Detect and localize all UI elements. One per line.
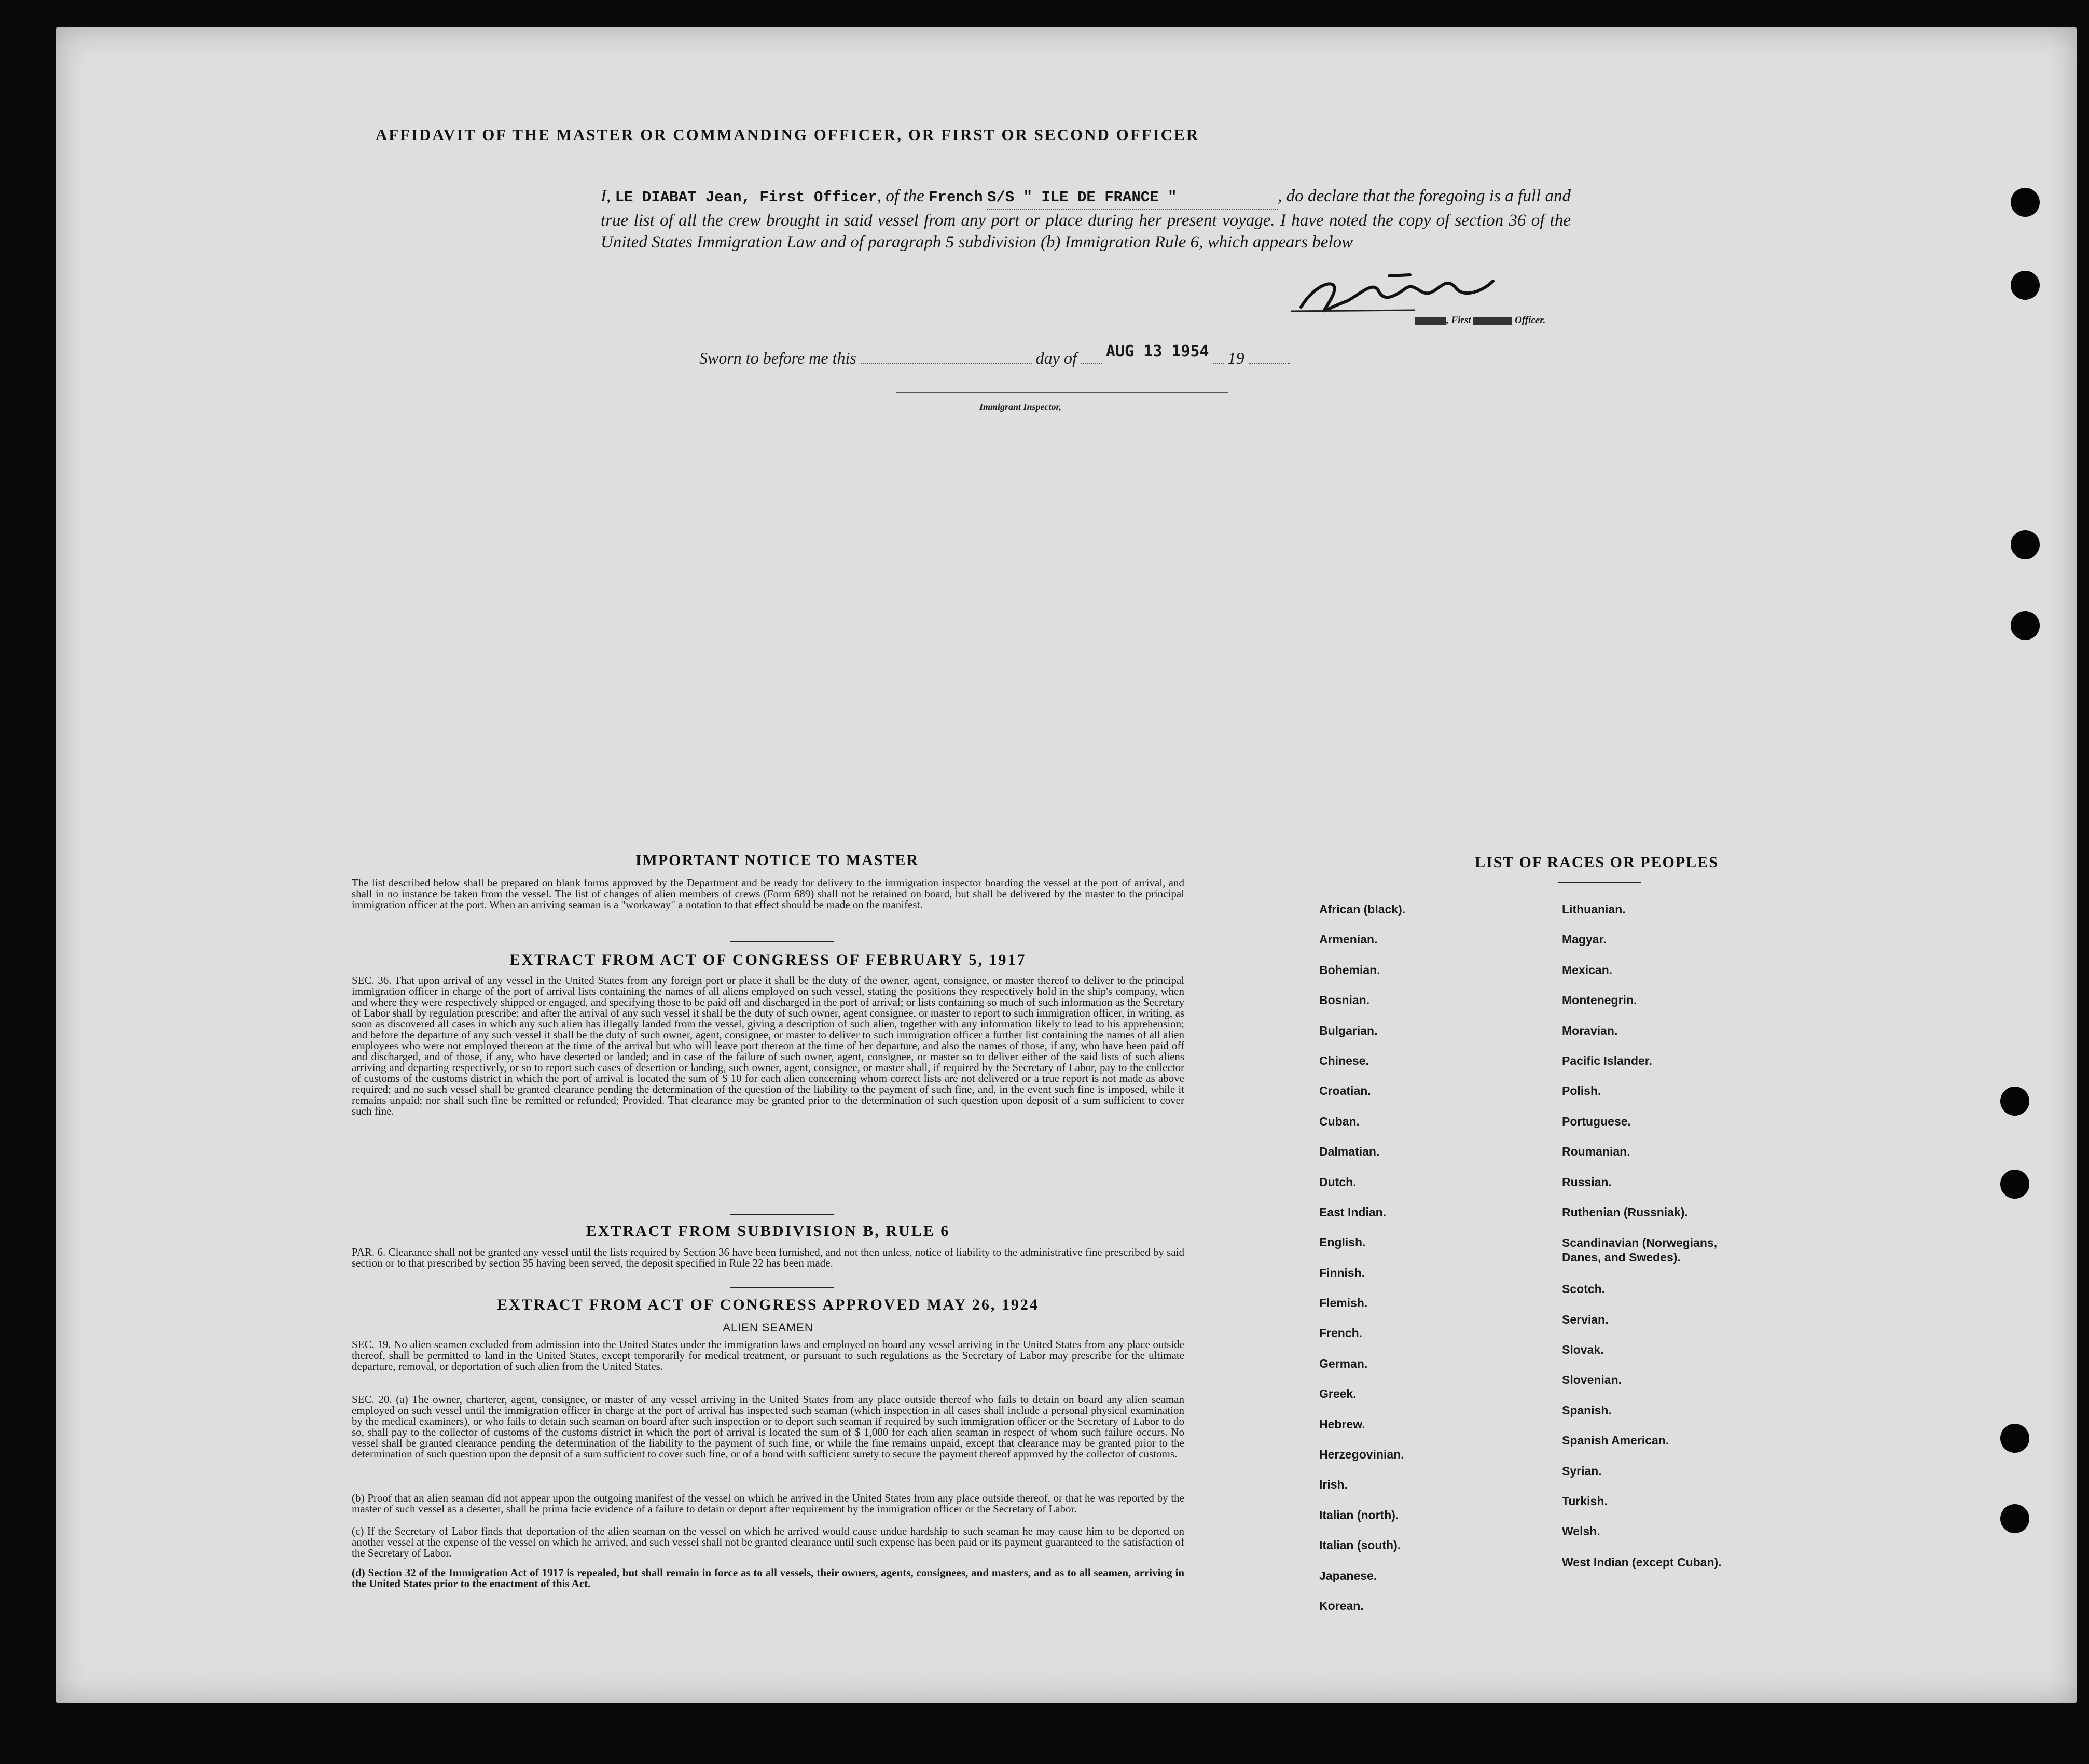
races-right-column <box>1562 902 1738 1585</box>
races-left-column <box>1319 902 1405 1629</box>
race-item: Bulgarian. <box>1319 1023 1378 1037</box>
punch-hole <box>2000 1504 2029 1533</box>
signature-first: , First <box>1446 315 1471 326</box>
race-item: Moravian. <box>1562 1023 1618 1037</box>
race-item: Dalmatian. <box>1319 1145 1380 1159</box>
race-item: Dutch. <box>1319 1175 1357 1189</box>
punch-hole <box>2000 1170 2029 1199</box>
officer-signature <box>1285 260 1534 317</box>
race-item: Slovenian. <box>1562 1373 1622 1387</box>
date-stamp: AUG 13 1954 <box>1105 342 1209 360</box>
race-item: African (black). <box>1319 902 1406 916</box>
race-item: Irish. <box>1319 1478 1348 1492</box>
race-item: East Indian. <box>1319 1205 1387 1219</box>
races-divider <box>1558 882 1641 883</box>
extract-1917-title: EXTRACT FROM ACT OF CONGRESS OF FEBRUARY 5, 1917 <box>509 951 1027 968</box>
race-item: Ruthenian (Russniak). <box>1562 1205 1688 1219</box>
sworn-line <box>699 342 1290 368</box>
race-item: Roumanian. <box>1562 1145 1630 1159</box>
race-item: Syrian. <box>1562 1464 1602 1478</box>
year-prefix: 19 <box>1227 349 1244 367</box>
race-item: Polish. <box>1562 1084 1601 1098</box>
signature-caption <box>1415 315 1545 326</box>
race-item: Mexican. <box>1562 963 1613 977</box>
vessel-name: S/S " ILE DE FRANCE " <box>987 187 1278 210</box>
race-item: German. <box>1319 1356 1368 1370</box>
affidavit-title: AFFIDAVIT OF THE MASTER OR COMMANDING OFFICER, OR FIRST OR SECOND OFFICER <box>375 126 1200 144</box>
race-item: Welsh. <box>1562 1524 1600 1538</box>
decl-of-the: , of the <box>877 187 924 205</box>
extract-1917-text: SEC. 36. That upon arrival of any vessel in the United States from any foreign port or place it shall be the duty of the owner, agent, consignee, or master thereof to deliver to the principal immigration officer in charge of the port of arrival lists containing the names of all aliens employed on such vessel, stating the positions they respectively hold in the ship's company, when and where they were respectively shipped or engaged, and specifying those to be paid off and discharged in the port of arrival; or lists containing so much of such information as the Secretary of Labor shall by regulation prescribe; and after the arrival of any such vessel it shall be the duty of such owner, agent consignee, or master to report to such immigration officer, in writing, as soon as discovered all cases in which any such alien has illegally landed from the vessel, giving a description of such alien, together with any information likely to lead to his apprehension; and before the departure of any such vessel it shall be the duty of such owner, agent, consignee, or master to deliver to such immigration officer a further list containing the names of all alien employees who were not employed thereon at the time of the arrival but who will leave port thereon at the time of her departure, and also the names of those, if any, who have been paid off and discharged, and of those, if any, who have deserted or landed; and in case of the failure of such owner, agent, consignee, or master so to deliver either of the said lists of such aliens arriving and departing respectively, or so to report such cases of desertion or landing, such owner, agent, consignee, or master shall, if required by the Secretary of Labor, pay to the collector of customs of the customs district in which the port of arrival is located the sum of $ 10 for each alien concerning whom correct lists are not delivered or a true report is not made as above required; and no such vessel shall be granted clearance pending the determination of the question of the liability to the payment of such fine, and, in the event such fine is imposed, while it remains unpaid; nor shall such fine be remitted or refunded; Provided. That clearance may be granted prior to the determination of such question upon deposit of a sum sufficient to cover such fine. <box>352 974 1184 1117</box>
sworn-text: Sworn to before me this <box>699 349 856 367</box>
race-item: Greek. <box>1319 1387 1357 1401</box>
race-item: Italian (south). <box>1319 1538 1401 1552</box>
race-item: Bohemian. <box>1319 963 1380 977</box>
race-item: Finnish. <box>1319 1266 1365 1280</box>
punch-hole <box>2000 1424 2029 1453</box>
declaration-body: that the foregoing is a full and true list of all the crew brought in said vessel from any port or place during her present voyage. I have noted the copy of section 36 of the United States Immigration Law and of paragraph 5 subdivision (b) Immigration Rule 6, which appears below <box>601 187 1571 252</box>
vessel-nationality: French <box>929 189 983 206</box>
race-item: Scandinavian (Norwegians, Danes, and Swedes). <box>1562 1236 1718 1265</box>
race-item: Bosnian. <box>1319 993 1370 1007</box>
signature-officer: Officer. <box>1515 315 1546 326</box>
race-item: Servian. <box>1562 1312 1609 1326</box>
race-item: Italian (north). <box>1319 1508 1399 1522</box>
divider-3 <box>730 1287 834 1288</box>
race-item: Slovak. <box>1562 1343 1604 1357</box>
affidavit-declaration <box>601 185 1571 253</box>
sec20b-text: (b) Proof that an alien seaman did not appear upon the outgoing manifest of the vessel on which he arrived in the United States from any place outside thereof, or that he was reported by the master of such vessel as a deserter, shall be prima facie evidence of a failure to detain or deport after requirement by the immigration officer or the Secretary of Labor. <box>352 1492 1184 1515</box>
race-item: Lithuanian. <box>1562 902 1626 916</box>
race-item: Portuguese. <box>1562 1114 1631 1128</box>
race-item: Korean. <box>1319 1599 1364 1613</box>
rule6-title: EXTRACT FROM SUBDIVISION B, RULE 6 <box>586 1223 950 1240</box>
divider-2 <box>730 1214 834 1215</box>
officer-name: LE DIABAT Jean, First Officer <box>615 189 877 206</box>
race-item: Cuban. <box>1319 1114 1360 1128</box>
extract-1924-title: EXTRACT FROM ACT OF CONGRESS APPROVED MAY 26, 1924 <box>497 1296 1039 1313</box>
races-title: LIST OF RACES OR PEOPLES <box>1475 854 1719 871</box>
punch-hole <box>2011 611 2040 640</box>
race-item: Spanish. <box>1562 1403 1612 1417</box>
sec20c-text: (c) If the Secretary of Labor finds that deportation of the alien seaman on the vessel on which he arrived would cause undue hardship to such seaman he may cause him to be deported on another vessel at the expense of the vessel on which he arrived, and such vessel shall not be granted clearance until such expense has been paid or its payment guaranteed to the satisfaction of the Secretary of Labor. <box>352 1525 1184 1559</box>
race-item: Croatian. <box>1319 1084 1371 1098</box>
decl-prefix: I, <box>601 187 611 205</box>
race-item: Armenian. <box>1319 933 1378 947</box>
race-item: English. <box>1319 1235 1366 1249</box>
inspector-signature-line <box>896 392 1228 393</box>
race-item: Herzegovinian. <box>1319 1448 1404 1462</box>
decl-do-declare: , do declare <box>1277 187 1359 205</box>
race-item: Flemish. <box>1319 1296 1368 1310</box>
race-item: Chinese. <box>1319 1053 1369 1067</box>
race-item: Magyar. <box>1562 933 1607 947</box>
race-item: Scotch. <box>1562 1282 1606 1296</box>
extract-1924-subtitle: ALIEN SEAMEN <box>723 1321 813 1334</box>
notice-text: The list described below shall be prepared on blank forms approved by the Department and be ready for delivery to the immigration inspector boarding the vessel at the port of arrival, and shall in no instance be taken from the vessel. The list of changes of alien members of crews (Form 689) shall not be retained on board, but shall be delivered by the master to the principal immigration officer at the port. When an arriving seaman is a "workaway" a notation to that effect should be made on the manifest. <box>352 877 1184 911</box>
punch-hole <box>2011 271 2040 300</box>
inspector-label: Immigrant Inspector, <box>979 401 1062 412</box>
divider-1 <box>730 941 834 942</box>
race-item: Hebrew. <box>1319 1417 1365 1431</box>
race-item: Japanese. <box>1319 1568 1377 1582</box>
sec19-text: SEC. 19. No alien seamen excluded from admission into the United States under the immigration laws and employed on board any vessel arriving in the United States from any place outside thereof, shall be permitted to land in the United States, except temporarily for medical treatment, or pursuant to such regulations as the Secretary of Labor may prescribe for the ultimate departure, removal, or deportation of such alien from the United States. <box>352 1338 1184 1372</box>
race-item: Montenegrin. <box>1562 993 1637 1007</box>
notice-title: IMPORTANT NOTICE TO MASTER <box>635 852 919 869</box>
punch-hole <box>2000 1087 2029 1116</box>
sec20a-text: SEC. 20. (a) The owner, charterer, agent, consignee, or master of any vessel arriving in the United States from any place outside thereof who fails to detain on board any alien seaman employed on such vessel until the immigration officer in charge at the port of arrival has inspected such seaman (which inspection in all cases shall include a personal physical examination by the medical examiners), or who fails to detain such seaman on board after such inspection or to deport such seaman if required by such immigration officer or the Secretary of Labor to do so, shall pay to the collector of customs of the customs district in which the port of arrival is located the sum of $ 1,000 for each alien seaman in respect of whom such failure occurs. No vessel shall be granted clearance pending the determination of the liability to the payment of such fine, or while the fine remains unpaid, except that clearance may be granted prior to the determination of such question upon the deposit of a sum sufficient to cover such fine, or of a bond with sufficient surety to secure the payment thereof approved by the collector of customs. <box>352 1393 1184 1460</box>
race-item: Pacific Islander. <box>1562 1053 1652 1067</box>
race-item: Turkish. <box>1562 1494 1608 1508</box>
race-item: Russian. <box>1562 1175 1612 1189</box>
day-of-text: day of <box>1035 349 1077 367</box>
race-item: French. <box>1319 1326 1363 1340</box>
punch-hole <box>2011 530 2040 559</box>
sec20d-text: (d) Section 32 of the Immigration Act of 1917 is repealed, but shall remain in force as to all vessels, their owners, agents, consignees, and masters, and as to all seamen, arriving in the United States prior to the enactment of this Act. <box>352 1566 1184 1590</box>
race-item: Spanish American. <box>1562 1434 1669 1448</box>
document-page <box>56 27 2077 1703</box>
rule6-text: PAR. 6. Clearance shall not be granted any vessel until the lists required by Section 36 have been furnished, and not then unless, notice of liability to the administrative fine prescribed by said section or to that prescribed by section 35 having been served, the deposit specified in Rule 22 has been made. <box>352 1246 1184 1269</box>
race-item: West Indian (except Cuban). <box>1562 1555 1722 1569</box>
punch-hole <box>2011 188 2040 217</box>
